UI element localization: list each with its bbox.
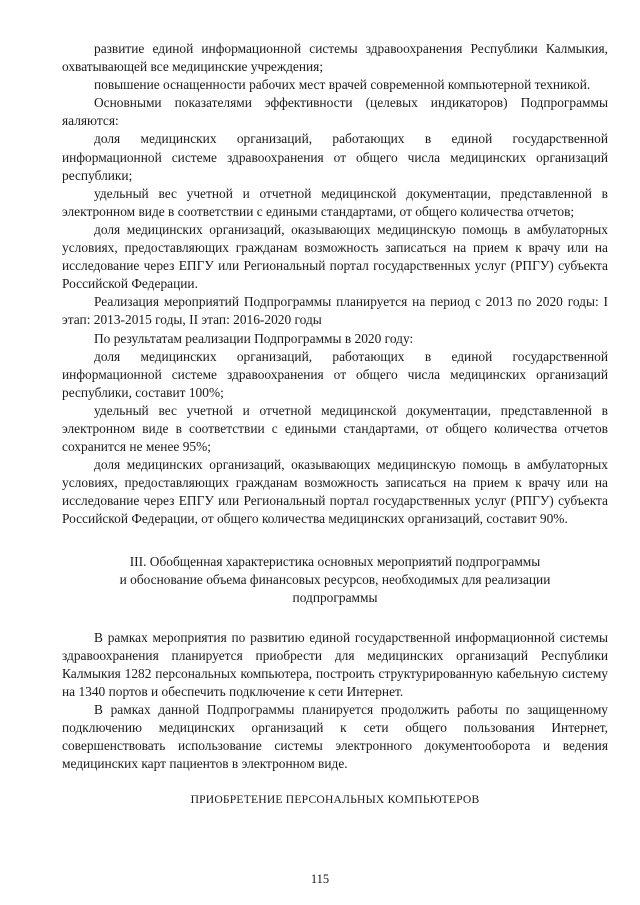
paragraph-secure-connection: В рамках данной Подпрограммы планируется продолжить работы по защищенному подключению медицинских организаций к сети общего пользования Интернет, совершенствовать использование системы электронного документооборота и ведения медицинских карт пациентов в электронном виде. xyxy=(62,702,608,772)
section-heading xyxy=(62,553,608,607)
paragraph-indicator-share-organizations: доля медицинских организаций, работающих в единой государственной информационной системе здравоохранения от общего числа медицинских организаций республики; xyxy=(62,131,608,183)
paragraph-indicator-electronic-documents: удельный вес учетной и отчетной медицинской документации, представленной в электронном виде в соответствии с едиными стандартами, от общего количества отчетов; xyxy=(62,185,608,219)
section-heading-line-2: и обоснование объема финансовых ресурсов, необходимых для реализации xyxy=(119,571,551,587)
section-heading-line-3: подпрограммы xyxy=(292,589,378,605)
paragraph-indicator-appointments: доля медицинских организаций, оказывающих медицинскую помощь в амбулаторных условиях, предоставляющих гражданам возможность записаться на прием к врачу или на исследование через ЕПГУ или Региональный портал государственных услуг (РПГУ) субъекта Российской Федерации. xyxy=(62,221,608,292)
section-gap xyxy=(62,607,608,629)
page-number: 115 xyxy=(310,872,330,886)
paragraph-result-electronic-documents: удельный вес учетной и отчетной медицинской документации, представленной в электронном виде в соответствии с едиными стандартами, от общего количества отчетов сохранится не менее 95%; xyxy=(62,402,608,455)
paragraph-goal-unified-system: развитие единой информационной системы здравоохранения Республики Калмыкия, охватывающей все медицинские учреждения; xyxy=(62,41,608,75)
paragraph-implementation-period: Реализация мероприятий Подпрограммы планируется на период с 2013 по 2020 годы: I этап: 2013-2015 годы, II этап: 2016-2020 годы xyxy=(62,294,608,328)
paragraph-results-intro: По результатам реализации Подпрограммы в 2020 году: xyxy=(94,330,414,346)
paragraph-result-appointments: доля медицинских организаций, оказывающих медицинскую помощь в амбулаторных условиях, предоставляющих гражданам возможность записаться на прием к врачу или на исследование через ЕПГУ или Региональный портал государственных услуг (РПГУ) субъекта Российской Федерации, от общего количества медицинских организаций, составит 90%. xyxy=(62,457,608,527)
paragraph-result-share-organizations: доля медицинских организаций, работающих в единой государственной информационной системе здравоохранения от общего числа медицинских организаций республики, составит 100%; xyxy=(62,348,608,400)
paragraph-goal-equipment: повышение оснащенности рабочих мест врачей современной компьютерной техникой. xyxy=(94,77,591,93)
paragraph-indicators-intro: Основными показателями эффективности (целевых индикаторов) Подпрограммы яаляются: xyxy=(62,95,608,129)
document-body xyxy=(62,40,608,808)
paragraph-computers-purchase: В рамках мероприятия по развитию единой государственной информационной системы здравоохранения планируется приобрести для медицинских организаций Республики Калмыкия 1282 персональных компьютера, построить структурированную кабельную систему на 1340 портов и обеспечить подключение к сети Интернет. xyxy=(62,629,608,700)
section-heading-line-1: III. Обобщенная характеристика основных мероприятий подпрограммы xyxy=(129,553,541,569)
subheading-computers: ПРИОБРЕТЕНИЕ ПЕРСОНАЛЬНЫХ КОМПЬЮТЕРОВ xyxy=(190,792,480,806)
